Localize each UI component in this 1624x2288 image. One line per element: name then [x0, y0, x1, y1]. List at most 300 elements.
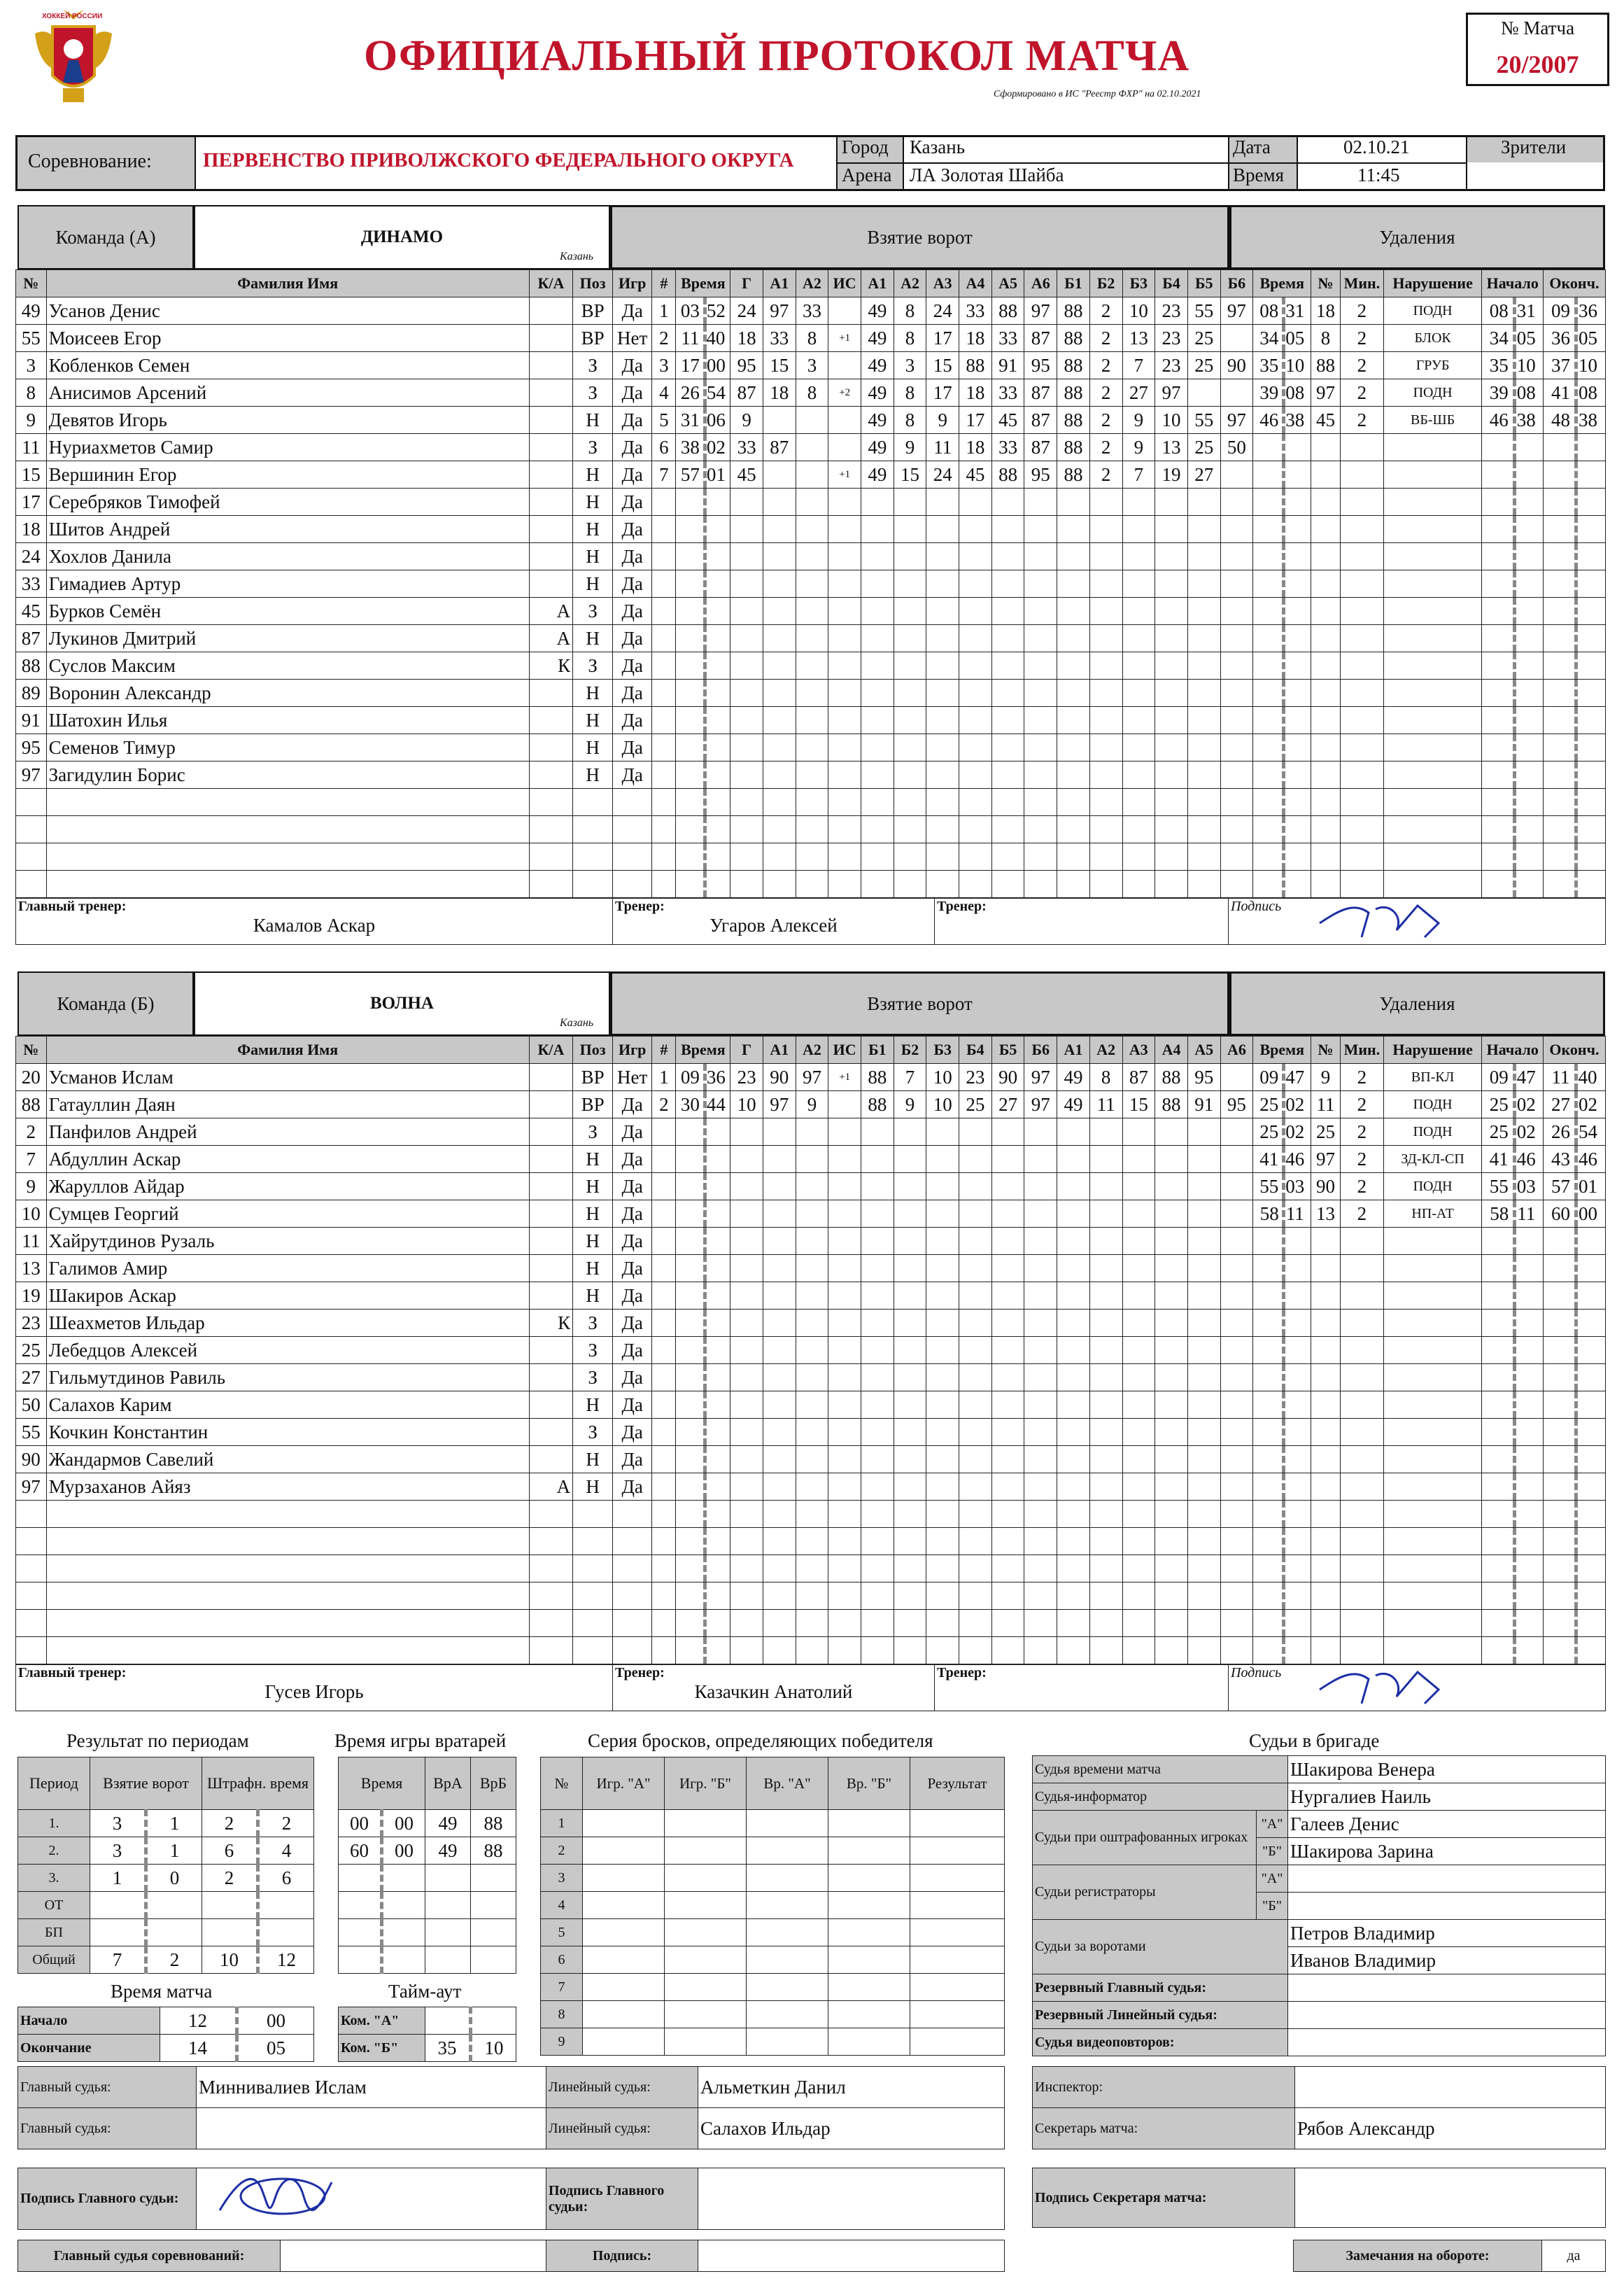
team_b-player-name	[46, 1582, 529, 1610]
team_a-player-play	[613, 871, 652, 898]
team_a-onice-2	[894, 570, 926, 598]
team_b-pen-start	[1482, 1337, 1544, 1364]
team_a-pen-min: 08	[1259, 300, 1279, 321]
time-divider	[1513, 1228, 1516, 1254]
team_b-h-onice-a5: Б5	[991, 1037, 1024, 1064]
team_a-onice-5	[991, 516, 1024, 543]
goalie-cell-1: 00	[382, 1837, 425, 1865]
team_a-row	[16, 434, 1606, 461]
period-cell-0: 1.	[18, 1810, 90, 1837]
team_a-row	[16, 297, 1606, 325]
time-divider	[703, 816, 707, 843]
time-divider	[1574, 325, 1578, 351]
team_b-onice-6	[1024, 1637, 1057, 1664]
team_b-onice-12	[1220, 1173, 1253, 1200]
team_a-coach-1-label: Тренер:	[615, 899, 665, 914]
team_b-pen-min-count: 2	[1340, 1173, 1383, 1200]
team_b-player-play	[613, 1610, 652, 1637]
team_a-goal-time	[676, 325, 730, 352]
team_b-goal-is	[828, 1555, 861, 1582]
team_a-onice-2	[894, 843, 926, 871]
team_a-player-pos	[573, 816, 613, 843]
main-ref-1: Миннивалиев Ислам	[197, 2067, 546, 2108]
team_a-player-num: 97	[16, 762, 47, 789]
officials-title: Судьи в бригаде	[1249, 1730, 1380, 1751]
team_a-h-p-time: Время	[1253, 270, 1311, 297]
team_a-onice-3	[926, 871, 959, 898]
time-divider	[1574, 1282, 1578, 1309]
team_b-pen-start	[1482, 1228, 1544, 1255]
time-divider	[1513, 297, 1516, 324]
shootout-cell-1	[665, 2028, 747, 2056]
goalie-cell-1	[382, 1919, 425, 1946]
shootout-cell-4	[910, 2001, 1005, 2028]
team_a-player-play: Да	[613, 489, 652, 516]
team_b-onice-9: 15	[1122, 1091, 1155, 1118]
team_a-onice-11: 55	[1187, 297, 1220, 325]
shootout-cell-2	[747, 1974, 828, 2001]
team_a-player-num: 9	[16, 407, 47, 434]
team_b-head-coach-value: Гусев Игорь	[264, 1681, 364, 1702]
period-row	[18, 1892, 314, 1919]
team_a-h-p-min: Мин.	[1340, 270, 1383, 297]
team_b-pen-end-sec: 46	[1578, 1148, 1597, 1170]
team_a-player-ka: К	[529, 652, 572, 680]
team_a-onice-8	[1089, 871, 1122, 898]
time-divider	[1574, 1091, 1578, 1118]
goalie-cell-0	[339, 1892, 382, 1919]
team_b-onice-4	[959, 1528, 992, 1555]
team_a-pen-min-count	[1340, 652, 1383, 680]
team_a-onice-10	[1155, 707, 1188, 734]
team_b-pen-time	[1253, 1555, 1311, 1582]
team_b-signature	[1229, 1665, 1606, 1711]
team_b-pen-end-min: 26	[1551, 1121, 1570, 1142]
team_b-goal-is	[828, 1610, 861, 1637]
team_b-pen-num: 9	[1311, 1064, 1341, 1091]
officials-table	[1032, 1755, 1606, 2056]
team_a-onice-4	[959, 598, 992, 625]
team_b-player-ka	[529, 1582, 572, 1610]
team_a-signature-label: Подпись	[1231, 899, 1282, 914]
logo	[21, 6, 126, 118]
time-divider	[703, 789, 707, 815]
team_b-pen-start	[1482, 1091, 1544, 1118]
team_a-pen-infraction	[1384, 789, 1482, 816]
team_a-goal-g	[730, 652, 763, 680]
time-divider	[703, 1391, 707, 1418]
team_b-onice-11	[1187, 1282, 1220, 1310]
goalie-cell-1	[382, 1865, 425, 1892]
city-label: Город	[842, 136, 889, 157]
team_b-onice-7	[1057, 1282, 1090, 1310]
team_b-pen-end	[1544, 1091, 1605, 1118]
team_b-onice-6: 97	[1024, 1091, 1057, 1118]
team_b-player-name: Мурзаханов Айяз	[46, 1473, 529, 1501]
time-divider	[1282, 680, 1285, 706]
time-divider	[1282, 1473, 1285, 1500]
team_b-h-onice-b5: А5	[1187, 1037, 1220, 1064]
team_a-row	[16, 570, 1606, 598]
team_a-player-play: Да	[613, 734, 652, 762]
team_a-coach-2-label: Тренер:	[937, 899, 987, 914]
team_b-pen-min-count	[1340, 1282, 1383, 1310]
goalie-row	[339, 1865, 516, 1892]
time-divider	[1282, 1446, 1285, 1473]
team_b-h-ka: К/А	[529, 1037, 572, 1064]
goalie-row	[339, 1892, 516, 1919]
team_a-pen-min-count: 2	[1340, 352, 1383, 379]
team_b-goal-is	[828, 1091, 861, 1118]
time-divider	[1574, 1391, 1578, 1418]
time-divider	[1574, 707, 1578, 734]
team_a-player-pos: Н	[573, 680, 613, 707]
team_a-goal-is	[828, 762, 861, 789]
time-divider	[1574, 407, 1578, 433]
time-divider	[703, 707, 707, 734]
team_b-goal-a2	[796, 1555, 828, 1582]
team_a-pen-end	[1544, 516, 1605, 543]
team_a-onice-6	[1024, 652, 1057, 680]
team_b-pen-min: 55	[1259, 1175, 1279, 1197]
team_a-onice-3	[926, 680, 959, 707]
goalie-cell-3	[471, 1946, 516, 1974]
team_b-player-ka	[529, 1391, 572, 1419]
team_a-onice-7	[1057, 734, 1090, 762]
team_b-onice-8: 11	[1089, 1091, 1122, 1118]
goalie-cell-2: 49	[425, 1810, 471, 1837]
team_a-signature	[1229, 899, 1606, 945]
team_a-player-ka	[529, 461, 572, 489]
team_a-player-play: Да	[613, 297, 652, 325]
team_b-pen-end-sec: 40	[1578, 1066, 1597, 1088]
timeout-b-m: 35	[425, 2035, 471, 2062]
team_b-goal-is	[828, 1582, 861, 1610]
team_a-pen-infraction: ВБ-ШБ	[1384, 407, 1482, 434]
timeout-table	[338, 2007, 516, 2062]
time-divider	[1513, 1255, 1516, 1282]
team_b-onice-8	[1089, 1473, 1122, 1501]
team_a-h-onice-a5: А5	[991, 270, 1024, 297]
team_a-player-pos: ВР	[573, 297, 613, 325]
team_a-row	[16, 871, 1606, 898]
team_a-onice-6	[1024, 816, 1057, 843]
team_b-player-ka	[529, 1555, 572, 1582]
video-judge-label: Судья видеоповторов:	[1033, 2029, 1288, 2056]
team_b-onice-12	[1220, 1310, 1253, 1337]
team_b-goal-time	[676, 1473, 730, 1501]
team_a-pen-start-sec: 05	[1516, 327, 1536, 349]
shootout-h-3: Вр. "А"	[747, 1757, 828, 1810]
team_a-onice-9: 13	[1122, 325, 1155, 352]
team_b-onice-8	[1089, 1310, 1122, 1337]
team_a-goal-is	[828, 734, 861, 762]
team_b-goal-num	[652, 1228, 676, 1255]
team_b-onice-11	[1187, 1419, 1220, 1446]
team_b-pen-infraction	[1384, 1637, 1482, 1664]
team_a-onice-5: 33	[991, 434, 1024, 461]
team_a-player-ka	[529, 352, 572, 379]
team_a-pen-min-count	[1340, 707, 1383, 734]
team_a-goal-num: 1	[652, 297, 676, 325]
team_a-player-num: 8	[16, 379, 47, 407]
team_a-onice-2	[894, 516, 926, 543]
team_b-pen-end-min: 60	[1551, 1202, 1570, 1224]
periods-h-goals: Взятие ворот	[90, 1757, 202, 1810]
team_a-onice-8	[1089, 652, 1122, 680]
goalie-cell-1	[382, 1892, 425, 1919]
team_a-goal-a1	[763, 734, 796, 762]
team_b-player-ka	[529, 1637, 572, 1664]
team_a-goal-num	[652, 762, 676, 789]
team_a-pen-infraction: ПОДН	[1384, 297, 1482, 325]
team_b-player-ka	[529, 1364, 572, 1391]
team_b-pen-start	[1482, 1419, 1544, 1446]
team_a-goal-a2	[796, 434, 828, 461]
team_a-goal-a1	[763, 707, 796, 734]
team_a-player-name: Бурков Семён	[46, 598, 529, 625]
referees-table	[17, 2066, 1005, 2149]
team_a-pen-min-count	[1340, 816, 1383, 843]
team_a-onice-1: 49	[861, 325, 894, 352]
time-divider	[1574, 598, 1578, 624]
team_b-h-p-num: №	[1311, 1037, 1341, 1064]
team_b-h-g-time: Время	[676, 1037, 730, 1064]
team_a-pen-infraction	[1384, 816, 1482, 843]
team_b-onice-8	[1089, 1501, 1122, 1528]
team_a-onice-10	[1155, 734, 1188, 762]
team_a-onice-6	[1024, 734, 1057, 762]
team_b-onice-9	[1122, 1364, 1155, 1391]
team_b-player-num: 88	[16, 1091, 47, 1118]
team_a-onice-12: 97	[1220, 297, 1253, 325]
team_a-pen-start	[1482, 570, 1544, 598]
team_b-onice-11	[1187, 1446, 1220, 1473]
competition-label: Соревнование:	[28, 150, 152, 172]
time-divider	[1574, 461, 1578, 488]
team_b-pen-start-sec: 03	[1516, 1175, 1536, 1197]
team_b-pen-end-min: 57	[1551, 1175, 1570, 1197]
team_a-goal-g: 45	[730, 461, 763, 489]
timeout-b-s: 10	[471, 2035, 516, 2062]
team_a-goal-a1	[763, 516, 796, 543]
team_b-onice-6	[1024, 1582, 1057, 1610]
time-divider	[1282, 1419, 1285, 1445]
team_b-pen-end	[1544, 1282, 1605, 1310]
team_b-onice-4	[959, 1310, 992, 1337]
team_b-pen-infraction	[1384, 1610, 1482, 1637]
shootout-row	[541, 1865, 1005, 1892]
team_a-onice-12	[1220, 734, 1253, 762]
team_a-goal-time	[676, 297, 730, 325]
team_a-onice-8	[1089, 762, 1122, 789]
team_a-goal-a1	[763, 843, 796, 871]
team_a-onice-5	[991, 707, 1024, 734]
time-divider	[703, 762, 707, 788]
team_a-onice-12	[1220, 652, 1253, 680]
team_b-row	[16, 1364, 1606, 1391]
team_b-pen-start-sec: 46	[1516, 1148, 1536, 1170]
reg-b-tag: "Б"	[1257, 1893, 1288, 1920]
team_b-onice-5	[991, 1637, 1024, 1664]
team_b-pen-end-sec: 02	[1578, 1093, 1597, 1115]
team_a-goal-g	[730, 516, 763, 543]
team_b-onice-9	[1122, 1528, 1155, 1555]
team_b-onice-8	[1089, 1364, 1122, 1391]
team_a-onice-8	[1089, 843, 1122, 871]
team_a-onice-12	[1220, 871, 1253, 898]
team_a-goal-a2	[796, 843, 828, 871]
team_b-onice-12	[1220, 1637, 1253, 1664]
team_b-pen-infraction	[1384, 1419, 1482, 1446]
time-divider	[703, 1282, 707, 1309]
time: 11:45	[1357, 164, 1400, 185]
time-divider	[1282, 1228, 1285, 1254]
time-divider	[1513, 1173, 1516, 1200]
team_a-pen-time	[1253, 461, 1311, 489]
team_a-onice-10	[1155, 843, 1188, 871]
team_b-goal-sec: 36	[706, 1066, 726, 1088]
team_b-pen-min: 25	[1259, 1093, 1279, 1115]
team_a-pen-start-min: 46	[1489, 409, 1509, 430]
team_a-onice-8	[1089, 680, 1122, 707]
team_b-pen-start-sec: 47	[1516, 1066, 1536, 1088]
team_a-goal-a2	[796, 461, 828, 489]
time-divider	[1513, 434, 1516, 461]
team_b-onice-6: 97	[1024, 1064, 1057, 1091]
team_b-player-pos: ВР	[573, 1064, 613, 1091]
team_a-player-pos: З	[573, 352, 613, 379]
team_b-pen-sec: 02	[1285, 1121, 1305, 1142]
team_a-pen-start	[1482, 871, 1544, 898]
goalie-cell-0: 00	[339, 1810, 382, 1837]
time-divider	[1574, 1337, 1578, 1363]
team_a-pen-time	[1253, 680, 1311, 707]
team_a-pen-min-count	[1340, 598, 1383, 625]
remarks-table	[1293, 2240, 1606, 2272]
team_a-onice-7	[1057, 680, 1090, 707]
time-divider	[1574, 1555, 1578, 1582]
team_b-pen-start-min: 09	[1489, 1066, 1509, 1088]
team_a-player-play: Да	[613, 516, 652, 543]
team_a-city: Казань	[560, 251, 594, 262]
team_b-onice-7	[1057, 1391, 1090, 1419]
team_a-goal-time	[676, 843, 730, 871]
team_a-pen-end-sec: 10	[1578, 354, 1597, 376]
team_b-goal-a2	[796, 1528, 828, 1555]
team_b-goal-a1	[763, 1419, 796, 1446]
info-judge-label: Судья-информатор	[1033, 1783, 1288, 1811]
team_a-onice-10	[1155, 680, 1188, 707]
team_b-goal-a1	[763, 1582, 796, 1610]
team_a-onice-6	[1024, 598, 1057, 625]
time-divider	[1513, 843, 1516, 870]
reg-judges-label: Судьи регистраторы	[1033, 1865, 1257, 1920]
team_a-player-num: 89	[16, 680, 47, 707]
team_a-goal-num	[652, 871, 676, 898]
team_a-pen-end	[1544, 543, 1605, 570]
team_a-goal-a1	[763, 762, 796, 789]
time-divider	[1513, 1637, 1516, 1664]
team_a-onice-11	[1187, 762, 1220, 789]
team_a-player-name: Лукинов Дмитрий	[46, 625, 529, 652]
team_b-onice-5	[991, 1582, 1024, 1610]
team_b-pen-end	[1544, 1337, 1605, 1364]
team_b-coach-1	[613, 1665, 935, 1711]
team_b-goal-num	[652, 1364, 676, 1391]
team_b-onice-1	[861, 1310, 894, 1337]
team_b-player-pos: Н	[573, 1228, 613, 1255]
team_a-player-pos: Н	[573, 762, 613, 789]
team_a-onice-4: 33	[959, 297, 992, 325]
line-ref-1: Альметкин Данил	[698, 2067, 1005, 2108]
team_a-onice-6	[1024, 570, 1057, 598]
team_a-goal-a2	[796, 516, 828, 543]
signature-mark	[199, 2168, 353, 2224]
team_a-onice-12	[1220, 625, 1253, 652]
team_b-pen-infraction	[1384, 1473, 1482, 1501]
team_b-onice-8: 8	[1089, 1064, 1122, 1091]
time-judge: Шакирова Венера	[1288, 1756, 1606, 1783]
team_a-onice-3: 11	[926, 434, 959, 461]
team_a-goal-g	[730, 570, 763, 598]
time-divider	[703, 297, 707, 324]
team_a-goal-a2	[796, 652, 828, 680]
team_b-row	[16, 1337, 1606, 1364]
team_b-row	[16, 1473, 1606, 1501]
shootout-cell-2	[747, 1919, 828, 1946]
team_a-onice-10: 10	[1155, 407, 1188, 434]
team_b-pen-sec: 03	[1285, 1175, 1305, 1197]
team_a-h-p-start: Начало	[1482, 270, 1544, 297]
team_a-pen-time	[1253, 297, 1311, 325]
team_a-goal-a2	[796, 762, 828, 789]
team_b-onice-4: 25	[959, 1091, 992, 1118]
team_a-goal-a1	[763, 407, 796, 434]
comp-judge	[281, 2240, 546, 2272]
team_b-goal-num	[652, 1582, 676, 1610]
team_b-onice-3	[926, 1555, 959, 1582]
team_a-pen-infraction	[1384, 489, 1482, 516]
team_a-onice-3	[926, 543, 959, 570]
team_a-onice-5	[991, 680, 1024, 707]
team_a-onice-10	[1155, 871, 1188, 898]
period-cell-4: 2	[258, 1810, 314, 1837]
team_b-onice-10	[1155, 1200, 1188, 1228]
team_b-goal-a2	[796, 1419, 828, 1446]
team_a-pen-num	[1311, 598, 1341, 625]
team_b-onice-10	[1155, 1118, 1188, 1146]
time-divider	[1574, 1446, 1578, 1473]
team_a-goal-time	[676, 652, 730, 680]
team_b-h-g-g: Г	[730, 1037, 763, 1064]
team_b-h-pos: Поз	[573, 1037, 613, 1064]
time-divider	[1513, 325, 1516, 351]
team_a-pen-end	[1544, 871, 1605, 898]
time-divider	[703, 570, 707, 597]
team_a-onice-10	[1155, 789, 1188, 816]
team_b-onice-11	[1187, 1610, 1220, 1637]
pen-b-tag: "Б"	[1257, 1838, 1288, 1865]
team_b-onice-7	[1057, 1473, 1090, 1501]
team_a-player-pos: Н	[573, 543, 613, 570]
team_b-onice-12	[1220, 1064, 1253, 1091]
team_b-pen-num	[1311, 1582, 1341, 1610]
time-divider	[1574, 680, 1578, 706]
team_b-onice-11	[1187, 1146, 1220, 1173]
period-cell-3: 2	[202, 1810, 258, 1837]
team_b-onice-7	[1057, 1528, 1090, 1555]
